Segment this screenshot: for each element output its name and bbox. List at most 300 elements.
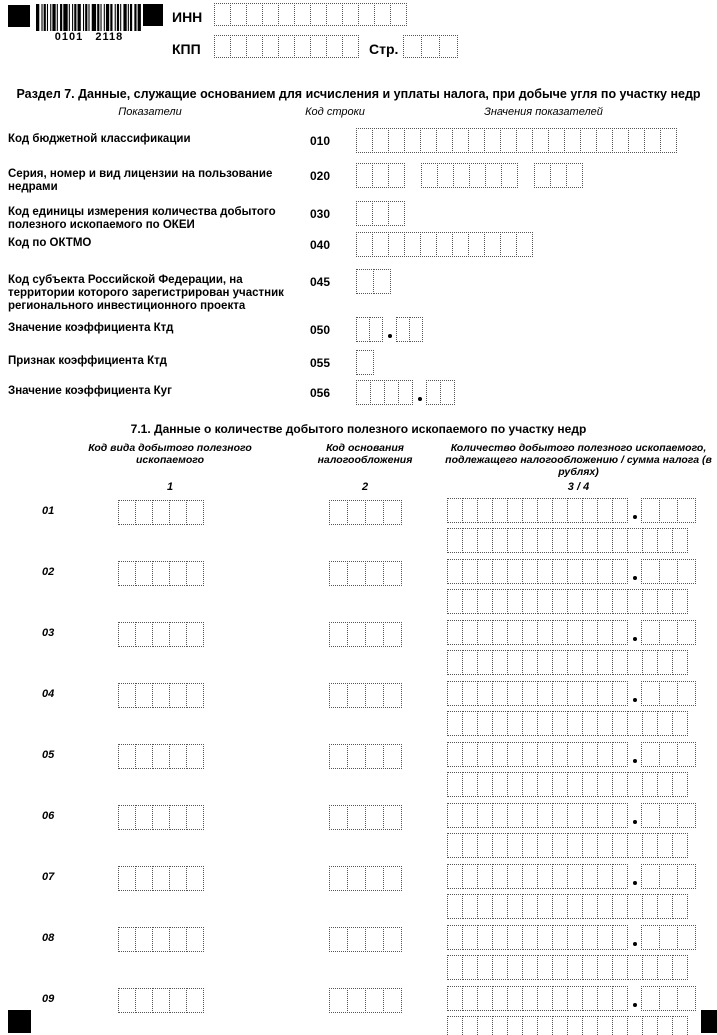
- field-row-020: [0, 163, 717, 194]
- spacer: [0, 442, 76, 478]
- char-cell: [597, 925, 613, 950]
- char-cell: [516, 232, 533, 257]
- char-cell: [672, 589, 688, 614]
- char-cell: [537, 620, 553, 645]
- char-cell: [566, 163, 583, 188]
- char-cell: [278, 35, 295, 58]
- char-cell: [135, 561, 153, 586]
- char-cell: [582, 650, 598, 675]
- char-cell: [659, 986, 678, 1011]
- char-cell-group: [447, 894, 688, 919]
- char-cell: [627, 650, 643, 675]
- char-cell: [169, 744, 187, 769]
- quantity-line: [447, 620, 717, 645]
- char-cell: [507, 986, 523, 1011]
- char-cell: [522, 742, 538, 767]
- char-cell: [372, 128, 389, 153]
- char-cell: [477, 864, 493, 889]
- section7-column-headers: [0, 106, 717, 118]
- row-number: 01: [42, 505, 55, 517]
- char-cell: [436, 128, 453, 153]
- char-cell-group: [118, 744, 204, 769]
- char-cell: [582, 803, 598, 828]
- char-cell: [537, 955, 553, 980]
- char-cell: [567, 925, 583, 950]
- char-cell: [677, 559, 696, 584]
- char-cell: [347, 988, 366, 1013]
- char-cell: [597, 742, 613, 767]
- tax-basis-code-field: [290, 925, 440, 952]
- mineral-row-02: [0, 559, 717, 620]
- char-cell: [657, 894, 673, 919]
- char-cell: [659, 803, 678, 828]
- char-cell: [537, 986, 553, 1011]
- char-cell: [677, 498, 696, 523]
- field-value-area: [356, 350, 374, 380]
- char-cell: [492, 528, 508, 553]
- char-cell: [169, 500, 187, 525]
- char-cell: [404, 128, 421, 153]
- char-cell: [612, 955, 628, 980]
- char-cell-group: [329, 805, 402, 830]
- char-cell-group: [447, 925, 628, 950]
- char-cell-group: [641, 620, 696, 645]
- char-cell: [657, 711, 673, 736]
- decimal-point: [633, 576, 637, 580]
- tax-sum-line: [447, 772, 717, 802]
- char-cell: [462, 1016, 478, 1035]
- char-cell: [440, 380, 455, 405]
- char-cell: [118, 927, 136, 952]
- char-cell: [477, 955, 493, 980]
- char-cell: [118, 805, 136, 830]
- column-number-3: 3 / 4: [567, 481, 590, 493]
- char-cell: [447, 894, 463, 919]
- char-cell: [492, 650, 508, 675]
- char-cell: [477, 681, 493, 706]
- char-cell: [501, 163, 518, 188]
- char-cell: [383, 866, 402, 891]
- char-cell: [507, 711, 523, 736]
- char-cell: [597, 620, 613, 645]
- field-row-045: [0, 269, 717, 313]
- char-cell: [522, 925, 538, 950]
- char-cell: [374, 3, 391, 26]
- char-cell: [169, 988, 187, 1013]
- char-cell: [641, 803, 660, 828]
- field-value-area: [356, 201, 405, 231]
- char-cell: [462, 986, 478, 1011]
- char-cell: [462, 742, 478, 767]
- char-cell: [420, 128, 437, 153]
- char-cell: [552, 955, 568, 980]
- char-cell: [612, 742, 628, 767]
- char-cell: [612, 833, 628, 858]
- inn-label: ИНН: [172, 9, 203, 25]
- mineral-row-01: [0, 498, 717, 559]
- char-cell: [582, 955, 598, 980]
- char-cell: [365, 988, 384, 1013]
- char-cell: [659, 498, 678, 523]
- mineral-type-code-field: [76, 986, 290, 1018]
- char-cell-group: [118, 683, 204, 708]
- char-cell-group: [641, 803, 696, 828]
- char-cell: [657, 833, 673, 858]
- field-row-040: [0, 232, 717, 262]
- char-cell: [567, 559, 583, 584]
- char-cell: [452, 128, 469, 153]
- char-cell: [372, 163, 389, 188]
- char-cell: [567, 1016, 583, 1035]
- char-cell: [642, 528, 658, 553]
- char-cell-group: [641, 498, 696, 523]
- char-cell: [152, 622, 170, 647]
- char-cell: [262, 3, 279, 26]
- char-cell: [118, 683, 136, 708]
- char-cell: [469, 163, 486, 188]
- char-cell: [462, 681, 478, 706]
- char-cell: [492, 986, 508, 1011]
- char-cell: [552, 925, 568, 950]
- char-cell-group: [641, 742, 696, 767]
- char-cell: [672, 955, 688, 980]
- char-cell: [642, 955, 658, 980]
- char-cell: [552, 681, 568, 706]
- char-cell: [677, 620, 696, 645]
- field-row-030: [0, 201, 717, 232]
- char-cell: [492, 742, 508, 767]
- line-code: 040: [310, 238, 331, 252]
- char-cell: [403, 35, 422, 58]
- char-cell: [567, 864, 583, 889]
- char-cell: [462, 864, 478, 889]
- char-cell: [612, 620, 628, 645]
- char-cell: [468, 128, 485, 153]
- char-cell: [507, 620, 523, 645]
- field-cells: [356, 128, 677, 153]
- line-code: 030: [310, 207, 331, 221]
- char-cell: [597, 559, 613, 584]
- char-cell: [447, 498, 463, 523]
- char-cell: [329, 805, 348, 830]
- char-cell: [677, 681, 696, 706]
- char-cell: [383, 805, 402, 830]
- field-label: Код субъекта Российской Федерации, на территории которого зарегистрирован участник регионального инвестиционного проекта: [8, 274, 284, 312]
- char-cell: [522, 772, 538, 797]
- field-label: Код единицы измерения количества добытого полезного ископаемого по ОКЕИ: [8, 206, 276, 231]
- char-cell-group: [214, 35, 359, 58]
- char-cell: [627, 711, 643, 736]
- char-cell: [507, 589, 523, 614]
- char-cell: [672, 1016, 688, 1035]
- char-cell: [627, 1016, 643, 1035]
- char-cell: [462, 772, 478, 797]
- char-cell: [627, 772, 643, 797]
- char-cell-group: [447, 803, 628, 828]
- char-cell: [567, 833, 583, 858]
- char-cell: [597, 986, 613, 1011]
- char-cell: [492, 955, 508, 980]
- char-cell: [484, 128, 501, 153]
- char-cell: [567, 955, 583, 980]
- char-cell: [326, 35, 343, 58]
- char-cell: [567, 894, 583, 919]
- decimal-point: [633, 515, 637, 519]
- char-cell-group: [641, 925, 696, 950]
- mineral-row-09: [0, 986, 717, 1035]
- char-cell: [186, 500, 204, 525]
- char-cell: [597, 772, 613, 797]
- char-cell: [492, 803, 508, 828]
- char-cell-group: [641, 559, 696, 584]
- char-cell: [310, 35, 327, 58]
- field-row-055: [0, 350, 717, 380]
- tax-sum-line: [447, 894, 717, 924]
- char-cell: [230, 3, 247, 26]
- char-cell: [447, 711, 463, 736]
- char-cell: [612, 986, 628, 1011]
- char-cell: [582, 1016, 598, 1035]
- char-cell: [492, 894, 508, 919]
- char-cell: [582, 742, 598, 767]
- char-cell: [677, 925, 696, 950]
- char-cell: [492, 559, 508, 584]
- quantity-and-tax-field: [440, 986, 717, 1035]
- char-cell: [642, 772, 658, 797]
- char-cell: [612, 803, 628, 828]
- char-cell: [477, 528, 493, 553]
- char-cell: [186, 561, 204, 586]
- char-cell: [462, 803, 478, 828]
- char-cell: [552, 559, 568, 584]
- char-cell: [278, 3, 295, 26]
- char-cell: [447, 528, 463, 553]
- char-cell: [522, 1016, 538, 1035]
- char-cell: [484, 232, 501, 257]
- char-cell: [548, 128, 565, 153]
- char-cell: [365, 866, 384, 891]
- char-cell: [462, 833, 478, 858]
- char-cell: [522, 711, 538, 736]
- char-cell: [342, 35, 359, 58]
- char-cell-group: [447, 620, 628, 645]
- char-cell-group: [426, 380, 455, 405]
- char-cell-group: [356, 232, 533, 257]
- char-cell: [567, 650, 583, 675]
- field-label: Значение коэффициента Куг: [8, 385, 172, 397]
- char-cell: [582, 681, 598, 706]
- char-cell: [477, 620, 493, 645]
- char-cell-group: [447, 650, 688, 675]
- row-number: 09: [42, 993, 55, 1005]
- char-cell: [659, 925, 678, 950]
- char-cell: [347, 805, 366, 830]
- char-cell: [507, 925, 523, 950]
- char-cell: [365, 500, 384, 525]
- char-cell: [477, 894, 493, 919]
- char-cell: [447, 772, 463, 797]
- tax-basis-code-field: [290, 986, 440, 1013]
- char-cell: [462, 894, 478, 919]
- char-cell: [329, 927, 348, 952]
- char-cell: [628, 128, 645, 153]
- char-cell: [657, 589, 673, 614]
- char-cell: [492, 498, 508, 523]
- char-cell: [644, 128, 661, 153]
- char-cell: [597, 1016, 613, 1035]
- char-cell-group: [329, 866, 402, 891]
- quantity-and-tax-field: [440, 681, 717, 741]
- char-cell: [135, 744, 153, 769]
- char-cell: [383, 561, 402, 586]
- char-cell: [522, 986, 538, 1011]
- char-cell: [329, 988, 348, 1013]
- char-cell: [537, 589, 553, 614]
- field-label: Признак коэффициента Ктд: [8, 355, 167, 367]
- char-cell: [462, 620, 478, 645]
- char-cell: [597, 803, 613, 828]
- registration-mark-top-right: [143, 4, 163, 26]
- char-cell: [462, 498, 478, 523]
- mineral-row-03: [0, 620, 717, 681]
- char-cell: [356, 128, 373, 153]
- char-cell: [452, 232, 469, 257]
- char-cell: [537, 498, 553, 523]
- char-cell: [552, 864, 568, 889]
- quantity-and-tax-field: [440, 559, 717, 619]
- char-cell: [552, 528, 568, 553]
- char-cell: [365, 622, 384, 647]
- char-cell: [437, 163, 454, 188]
- char-cell: [552, 711, 568, 736]
- char-cell: [186, 744, 204, 769]
- inn-field: [214, 3, 407, 31]
- char-cell: [522, 864, 538, 889]
- char-cell: [597, 498, 613, 523]
- quantity-and-tax-field: [440, 864, 717, 924]
- mineral-type-code-field: [76, 925, 290, 957]
- char-cell: [641, 986, 660, 1011]
- char-cell: [507, 498, 523, 523]
- char-cell-group: [356, 350, 374, 375]
- char-cell: [485, 163, 502, 188]
- char-cell: [477, 803, 493, 828]
- char-cell: [135, 927, 153, 952]
- char-cell-group: [447, 681, 628, 706]
- quantity-line: [447, 681, 717, 706]
- char-cell: [365, 683, 384, 708]
- quantity-line: [447, 803, 717, 828]
- char-cell: [582, 620, 598, 645]
- registration-mark-top-left: [8, 5, 30, 27]
- decimal-point: [388, 334, 392, 338]
- mineral-type-code-field: [76, 864, 290, 896]
- char-cell: [672, 772, 688, 797]
- field-value-area: [356, 163, 583, 193]
- char-cell: [567, 498, 583, 523]
- char-cell: [567, 742, 583, 767]
- char-cell: [326, 3, 343, 26]
- char-cell: [477, 711, 493, 736]
- char-cell: [421, 35, 440, 58]
- char-cell-group: [447, 711, 688, 736]
- char-cell: [262, 35, 279, 58]
- char-cell: [612, 894, 628, 919]
- char-cell: [372, 232, 389, 257]
- char-cell: [552, 742, 568, 767]
- char-cell: [390, 3, 407, 26]
- char-cell: [118, 622, 136, 647]
- char-cell: [396, 317, 410, 342]
- char-cell-group: [329, 927, 402, 952]
- field-value-area: [356, 317, 423, 347]
- char-cell: [660, 128, 677, 153]
- char-cell: [169, 683, 187, 708]
- char-cell: [612, 711, 628, 736]
- char-cell-group: [447, 559, 628, 584]
- char-cell: [677, 864, 696, 889]
- char-cell: [186, 683, 204, 708]
- char-cell: [672, 711, 688, 736]
- char-cell: [582, 711, 598, 736]
- line-code: 045: [310, 275, 331, 289]
- char-cell: [567, 803, 583, 828]
- char-cell: [152, 866, 170, 891]
- char-cell: [597, 650, 613, 675]
- char-cell: [356, 380, 371, 405]
- char-cell: [421, 163, 438, 188]
- tax-basis-code-field: [290, 864, 440, 891]
- char-cell: [659, 681, 678, 706]
- tax-basis-code-field: [290, 742, 440, 769]
- char-cell: [118, 500, 136, 525]
- char-cell: [612, 128, 629, 153]
- barcode-digits: 0101 2118: [54, 31, 124, 43]
- char-cell: [582, 772, 598, 797]
- char-cell: [507, 742, 523, 767]
- char-cell-group: [214, 3, 407, 26]
- char-cell: [507, 864, 523, 889]
- char-cell: [657, 772, 673, 797]
- char-cell: [507, 650, 523, 675]
- char-cell-group: [447, 498, 628, 523]
- tax-sum-line: [447, 650, 717, 680]
- char-cell: [169, 622, 187, 647]
- char-cell: [641, 742, 660, 767]
- char-cell: [641, 925, 660, 950]
- quantity-and-tax-field: [440, 803, 717, 863]
- char-cell-group: [447, 864, 628, 889]
- decimal-point: [633, 637, 637, 641]
- char-cell: [507, 528, 523, 553]
- row-number: 02: [42, 566, 55, 578]
- char-cell: [372, 201, 389, 226]
- char-cell: [507, 833, 523, 858]
- char-cell-group: [118, 805, 204, 830]
- char-cell: [447, 620, 463, 645]
- char-cell: [612, 681, 628, 706]
- char-cell: [365, 744, 384, 769]
- char-cell: [582, 864, 598, 889]
- char-cell: [537, 559, 553, 584]
- char-cell: [230, 35, 247, 58]
- char-cell: [537, 803, 553, 828]
- char-cell: [420, 232, 437, 257]
- char-cell: [627, 894, 643, 919]
- char-cell: [597, 955, 613, 980]
- row-number: 04: [42, 688, 55, 700]
- tax-basis-code-field: [290, 498, 440, 525]
